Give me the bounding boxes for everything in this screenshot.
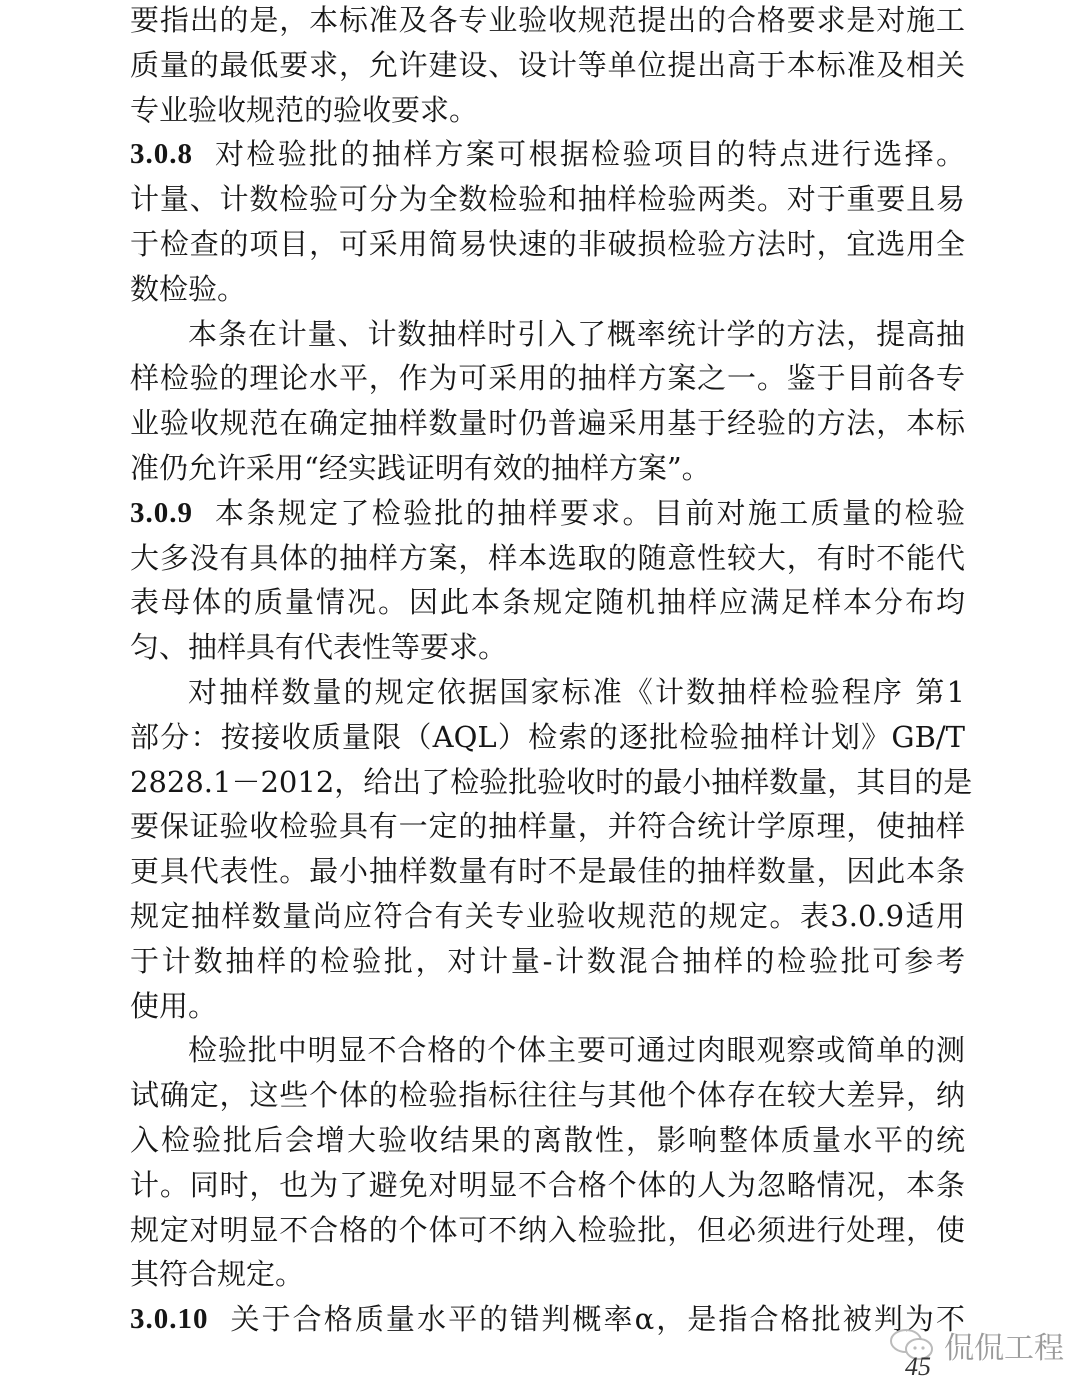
text-line: 于检查的项目，可采用简易快速的非破损检验方法时，宜选用全	[130, 227, 965, 261]
text-line: 部分：按接收质量限（AQL）检索的逐批检验抽样计划》GB/T	[130, 719, 965, 754]
page-number: 45	[905, 1352, 931, 1381]
text-line: 其符合规定。	[130, 1257, 305, 1292]
text-line: 样检验的理论水平，作为可采用的抽样方案之一。鉴于目前各专	[130, 361, 965, 396]
text-line: 专业验收规范的验收要求。	[130, 92, 479, 127]
text-line: 准仍允许采用“经实践证明有效的抽样方案”。	[130, 451, 711, 485]
text-line: 要指出的是，本标准及各专业验收规范提出的合格要求是对施工	[130, 3, 965, 37]
text-line: 对抽样数量的规定依据国家标准《计数抽样检验程序 第1	[188, 675, 965, 709]
text-line: 于计数抽样的检验批，对计量-计数混合抽样的检验批可参考	[130, 943, 965, 978]
text-line	[130, 493, 965, 533]
text-line: 规定对明显不合格的个体可不纳入检验批，但必须进行处理，使	[130, 1212, 965, 1247]
text-line: 计量、计数检验可分为全数检验和抽样检验两类。对于重要且易	[130, 182, 965, 217]
text-line: 要保证验收检验具有一定的抽样量，并符合统计学原理，使抽样	[130, 809, 965, 844]
text-line: 表母体的质量情况。因此本条规定随机抽样应满足样本分布均	[130, 585, 965, 620]
text-line: 规定抽样数量尚应符合有关专业验收规范的规定。表3.0.9适用	[130, 899, 965, 933]
text-line: 业验收规范在确定抽样数量时仍普遍采用基于经验的方法，本标	[130, 406, 965, 441]
text-line	[130, 1299, 965, 1339]
text-line: 2828.1－2012，给出了检验批验收时的最小抽样数量，其目的是	[130, 764, 973, 799]
text-line	[130, 134, 965, 174]
text-line: 检验批中明显不合格的个体主要可通过肉眼观察或简单的测	[188, 1033, 965, 1068]
text-line: 计。同时，也为了避免对明显不合格个体的人为忽略情况，本条	[130, 1167, 965, 1202]
text-line: 更具代表性。最小抽样数量有时不是最佳的抽样数量，因此本条	[130, 854, 965, 889]
section-text: 本条规定了检验批的抽样要求。目前对施工质量的检验	[215, 495, 965, 530]
section-number: 3.0.10	[130, 1303, 209, 1336]
watermark-text: 侃侃工程	[944, 1331, 1064, 1366]
text-line: 试确定，这些个体的检验指标往往与其他个体存在较大差异，纳	[130, 1078, 965, 1113]
text-line: 本条在计量、计数抽样时引入了概率统计学的方法，提高抽	[188, 316, 965, 351]
section-text: 对检验批的抽样方案可根据检验项目的特点进行选择。	[215, 137, 965, 172]
text-line: 大多没有具体的抽样方案，样本选取的随意性较大，有时不能代	[130, 540, 965, 575]
text-line: 使用。	[130, 988, 218, 1023]
text-line: 数检验。	[130, 271, 247, 306]
section-number: 3.0.9	[130, 496, 193, 529]
section-number: 3.0.8	[130, 138, 193, 171]
text-line: 匀、抽样具有代表性等要求。	[130, 630, 508, 665]
text-line: 入检验批后会增大验收结果的离散性，影响整体质量水平的统	[130, 1123, 965, 1157]
text-line: 质量的最低要求，允许建设、设计等单位提出高于本标准及相关	[130, 47, 965, 82]
section-text: 关于合格质量水平的错判概率α，是指合格批被判为不	[230, 1302, 965, 1337]
